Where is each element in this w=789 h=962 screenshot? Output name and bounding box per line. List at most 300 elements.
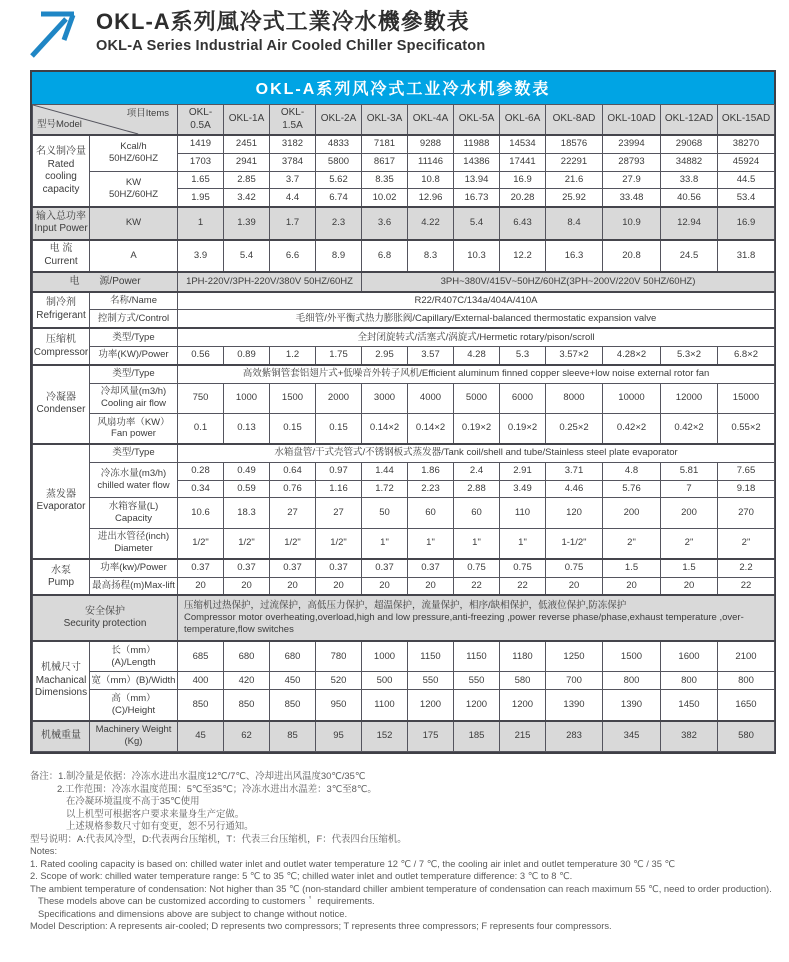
spec-value: 4.28×2 [603,347,661,365]
spec-value: 1390 [603,690,661,721]
spec-value: 16.3 [546,240,603,273]
row-item-label: 名称/Name [90,292,178,310]
spec-merged-value: 毛细管/外平衡式热力膨胀阀/Capillary/External-balanced thermostatic expansion valve [178,310,775,328]
spec-value: 0.37 [270,559,316,577]
note-line: The ambient temperature of condensation: Not higher than 35 ℃ (non-standard chiller ambient temperature of condensation can reach maximum 55 ℃, need to order production). [30,882,772,894]
spec-value: 520 [316,672,362,690]
row-item-label: 进出水管径(inch) Diameter [90,528,178,559]
spec-value: 1200 [500,690,546,721]
spec-value: 10.9 [603,207,661,240]
spec-value: 40.56 [661,189,718,207]
column-header-model: OKL-3A [362,105,408,136]
spec-value: 5.76 [603,480,661,498]
spec-value: 10.6 [178,498,224,528]
spec-value: 8000 [546,383,603,413]
spec-value: 53.4 [718,189,775,207]
spec-value: 2.4 [454,462,500,480]
row-group-label: 水泵 Pump [33,559,90,596]
note-line: 2. Scope of work: chilled water temperature range: 5 ℃ to 35 ℃; chilled water inlet and outlet temperature difference: 3 ℃ to 8 ℃. [30,870,573,881]
column-header-model: OKL-8AD [546,105,603,136]
spec-value: 0.19×2 [454,413,500,444]
row-group-label: 输入总功率 Input Power [33,207,90,240]
spec-value: 25.92 [546,189,603,207]
spec-value: 18.3 [224,498,270,528]
spec-value: 4833 [316,135,362,153]
spec-value: 50 [362,498,408,528]
row-group-label: 安全保护 Security protection [33,595,178,641]
spec-value: 24.5 [661,240,718,273]
spec-span-value: 3PH~380V/415V~50HZ/60HZ(3PH~200V/220V 50HZ/60HZ) [362,272,775,291]
spec-merged-value: 水箱盘管/干式壳管式/不锈钢板式蒸发器/Tank coil/shell and tube/Stainless steel plate evaporator [178,444,775,462]
spec-value: 20 [408,577,454,595]
row-group-label: 蒸发器 Evaporator [33,444,90,559]
spec-value: 10.3 [454,240,500,273]
spec-value: 6.43 [500,207,546,240]
spec-value: 700 [546,672,603,690]
spec-value: 10.8 [408,171,454,189]
spec-value: 680 [224,641,270,672]
spec-value: 8617 [362,153,408,171]
spec-value: 1.2 [270,347,316,365]
spec-value: 3.57×2 [546,347,603,365]
spec-value: 5.81 [661,462,718,480]
spec-value: 1" [408,528,454,559]
spec-value: 6.8 [362,240,408,273]
spec-value: 27 [270,498,316,528]
spec-value: 16.9 [500,171,546,189]
spec-value: 0.37 [316,559,362,577]
spec-value: 0.55×2 [718,413,775,444]
spec-value: 5.4 [224,240,270,273]
spec-value: 3000 [362,383,408,413]
note-line: 以上机型可根据客户要求来量身生产定做。 [66,807,245,819]
spec-value: 550 [454,672,500,690]
spec-value: 12000 [661,383,718,413]
spec-value: 6000 [500,383,546,413]
note-line: Specifications and dimensions above are subject to change without notice. [38,907,348,919]
spec-value: 10000 [603,383,661,413]
spec-value: 0.37 [408,559,454,577]
spec-value: 1.65 [178,171,224,189]
spec-value: 16.73 [454,189,500,207]
spec-span-value: 1PH-220V/3PH-220V/380V 50HZ/60HZ [178,272,362,291]
title-block [96,8,485,54]
spec-value: 4.8 [603,462,661,480]
spec-value: 8.3 [408,240,454,273]
spec-value: 22 [500,577,546,595]
spec-value: 0.19×2 [500,413,546,444]
spec-value: 20 [224,577,270,595]
spec-value: 12.2 [500,240,546,273]
spec-value: 580 [500,672,546,690]
row-item-label: A [90,240,178,273]
table-banner: OKL-A系列风冷式工业冷水机参数表 [32,72,774,104]
spec-value: 1390 [546,690,603,721]
spec-value: 1100 [362,690,408,721]
spec-value: 1" [454,528,500,559]
corner-header [33,105,178,136]
row-item-label: 功率(kw)/Power [90,559,178,577]
spec-value: 1150 [454,641,500,672]
spec-value: 270 [718,498,775,528]
spec-value: 800 [603,672,661,690]
spec-value: 1.5 [603,559,661,577]
spec-value: 20 [316,577,362,595]
spec-value: 0.25×2 [546,413,603,444]
spec-value: 1 [178,207,224,240]
spec-value: 2.3 [316,207,362,240]
spec-value: 1" [500,528,546,559]
note-line: Notes: [30,845,58,856]
spec-value: 4.46 [546,480,603,498]
note-line: 上述规格参数尺寸如有变更，恕不另行通知。 [66,820,254,831]
spec-value: 17441 [500,153,546,171]
spec-value: 400 [178,672,224,690]
spec-value: 0.14×2 [362,413,408,444]
spec-value: 12.94 [661,207,718,240]
spec-value: 1200 [454,690,500,721]
spec-value: 5.62 [316,171,362,189]
spec-value: 31.8 [718,240,775,273]
spec-value: 5.4 [454,207,500,240]
spec-value: 38270 [718,135,775,153]
spec-value: 0.1 [178,413,224,444]
spec-value: 1.75 [316,347,362,365]
row-item-label: 长（mm）(A)/Length [90,641,178,672]
row-item-label: KW 50HZ/60HZ [90,171,178,207]
note-line: 2.工作范围：冷冻水温度范围：5℃至35℃；冷冻水进出水温差：3℃至8℃。 [57,782,377,794]
column-header-model: OKL-6A [500,105,546,136]
spec-value: 16.9 [718,207,775,240]
spec-value: 20 [178,577,224,595]
spec-value: 120 [546,498,603,528]
row-item-label: 冷冻水量(m3/h) chilled water flow [90,462,178,498]
spec-value: 20.8 [603,240,661,273]
spec-value: 1450 [661,690,718,721]
spec-value: 9288 [408,135,454,153]
spec-value: 20 [270,577,316,595]
spec-value: 60 [408,498,454,528]
spec-value: 4.28 [454,347,500,365]
arrow-logo-icon [24,10,84,60]
spec-value: 1.16 [316,480,362,498]
spec-value: 3182 [270,135,316,153]
spec-value: 18576 [546,135,603,153]
row-item-label: 高（mm）(C)/Height [90,690,178,721]
spec-value: 2.2 [718,559,775,577]
spec-value: 1" [362,528,408,559]
spec-value: 8.9 [316,240,362,273]
spec-value: 1/2" [224,528,270,559]
spec-value: 1703 [178,153,224,171]
spec-value: 5000 [454,383,500,413]
spec-value: 550 [408,672,454,690]
spec-value: 7181 [362,135,408,153]
column-header-model: OKL-5A [454,105,500,136]
column-header-model: OKL-12AD [661,105,718,136]
column-header-model: OKL-0.5A [178,105,224,136]
page-header [0,0,789,60]
spec-value: 0.56 [178,347,224,365]
spec-value: 20.28 [500,189,546,207]
spec-value: 1-1/2" [546,528,603,559]
spec-value: 0.37 [362,559,408,577]
row-group-label: 制冷剂 Refrigerant [33,292,90,329]
spec-value: 95 [316,721,362,752]
spec-value: 850 [178,690,224,721]
column-header-model: OKL-4A [408,105,454,136]
spec-value: 800 [718,672,775,690]
column-header-model: OKL-15AD [718,105,775,136]
spec-value: 215 [500,721,546,752]
spec-value: 1.95 [178,189,224,207]
spec-value: 110 [500,498,546,528]
spec-value: 152 [362,721,408,752]
spec-value: 0.42×2 [661,413,718,444]
spec-merged-value: 高效紫铜管套铝翅片式+低噪音外转子风机/Efficient aluminum finned copper sleeve+low noise external rotor fan [178,365,775,383]
row-group-label: 电 源/Power [33,272,178,291]
spec-value: 0.42×2 [603,413,661,444]
row-item-label: Kcal/h 50HZ/60HZ [90,135,178,171]
spec-value: 1419 [178,135,224,153]
spec-value: 14386 [454,153,500,171]
spec-value: 0.15 [316,413,362,444]
row-item-label: 功率(KW)/Power [90,347,178,365]
spec-value: 1.5 [661,559,718,577]
spec-value: 2.88 [454,480,500,498]
spec-value: 500 [362,672,408,690]
spec-value: 0.15 [270,413,316,444]
spec-value: 780 [316,641,362,672]
spec-value: 11146 [408,153,454,171]
spec-value: 2" [603,528,661,559]
row-item-label: 类型/Type [90,444,178,462]
spec-value: 0.14×2 [408,413,454,444]
spec-value: 22 [718,577,775,595]
spec-value: 0.97 [316,462,362,480]
spec-value: 1200 [408,690,454,721]
corner-items-label: 项目Items [126,108,169,119]
spec-value: 800 [661,672,718,690]
row-item-label: 冷却风量(m3/h) Cooling air flow [90,383,178,413]
spec-value: 950 [316,690,362,721]
spec-value: 5.3×2 [661,347,718,365]
note-line: Model Description: A represents air-cooled; D represents two compressors; T represents three compressors; F represents four compressors. [30,920,612,931]
spec-value: 10.02 [362,189,408,207]
note-line: 型号说明：A:代表风冷型，D:代表两台压缩机，T：代表三台压缩机，F：代表四台压缩机。 [30,832,407,844]
spec-value: 62 [224,721,270,752]
spec-value: 1.44 [362,462,408,480]
spec-value: 3.42 [224,189,270,207]
spec-value: 6.6 [270,240,316,273]
page-subtitle: OKL-A Series Industrial Air Cooled Chiller Specificaton [96,37,486,54]
spec-value: 1/2" [270,528,316,559]
spec-value: 2.23 [408,480,454,498]
spec-value: 21.6 [546,171,603,189]
spec-value: 2.95 [362,347,408,365]
spec-value: 1.86 [408,462,454,480]
spec-value: 1250 [546,641,603,672]
spec-value: 1/2" [178,528,224,559]
spec-value: 27 [316,498,362,528]
spec-value: 3.71 [546,462,603,480]
row-group-label: 冷凝器 Condenser [33,365,90,444]
row-item-label: 控制方式/Control [90,310,178,328]
spec-value: 20 [603,577,661,595]
spec-value: 1.72 [362,480,408,498]
spec-value: 60 [454,498,500,528]
spec-value: 283 [546,721,603,752]
column-header-model: OKL-10AD [603,105,661,136]
spec-table [32,104,775,752]
note-line: 在冷凝环境温度不高于35℃使用 [66,795,200,806]
spec-value: 850 [270,690,316,721]
spec-value: 0.75 [546,559,603,577]
spec-value: 1000 [224,383,270,413]
page-title: OKL-A系列風冷式工業冷水機參數表 [96,9,470,34]
spec-value: 4.22 [408,207,454,240]
spec-value: 3784 [270,153,316,171]
spec-value: 1500 [603,641,661,672]
spec-value: 0.75 [500,559,546,577]
spec-value: 685 [178,641,224,672]
notes-section [30,770,779,933]
row-item-label: KW [90,207,178,240]
note-line: 1. Rated cooling capacity is based on: chilled water inlet and outlet water temperature 12 ℃ / 7 ℃, the cooling air inlet and outlet temperature 30 ℃ / 35 ℃ [30,857,676,869]
spec-value: 2451 [224,135,270,153]
spec-value: 6.74 [316,189,362,207]
spec-value: 3.6 [362,207,408,240]
spec-value: 5800 [316,153,362,171]
spec-value: 0.64 [270,462,316,480]
spec-value: 1180 [500,641,546,672]
spec-value: 4000 [408,383,454,413]
spec-value: 8.4 [546,207,603,240]
spec-table-frame [30,70,776,754]
spec-value: 13.94 [454,171,500,189]
spec-value: 85 [270,721,316,752]
spec-value: 8.35 [362,171,408,189]
spec-value: 4.4 [270,189,316,207]
spec-value: 20 [661,577,718,595]
spec-value: 1000 [362,641,408,672]
spec-value: 1600 [661,641,718,672]
spec-value: 29068 [661,135,718,153]
spec-value: 7 [661,480,718,498]
spec-value: 6.8×2 [718,347,775,365]
row-item-label: 最高扬程(m)Max-lift [90,577,178,595]
spec-value: 2941 [224,153,270,171]
spec-value: 0.89 [224,347,270,365]
spec-value: 185 [454,721,500,752]
spec-value: 2" [718,528,775,559]
row-item-label: 水箱容量(L) Capacity [90,498,178,528]
spec-value: 0.34 [178,480,224,498]
spec-merged-text: 压缩机过热保护，过流保护，高低压力保护，超温保护，流量保护，相序/缺相保护，低液位保护,防冻保护 Compressor motor overheating,overload,high and low pressure,anti-freezing ,power reverse phase/phase,exhaust temperature ,over-temperature,flow switches [178,595,775,641]
spec-value: 5.3 [500,347,546,365]
row-item-label: 类型/Type [90,365,178,383]
spec-value: 0.76 [270,480,316,498]
row-item-label: 风扇功率（KW） Fan power [90,413,178,444]
row-item-label: Machinery Weight (Kg) [90,721,178,752]
spec-value: 44.5 [718,171,775,189]
spec-value: 175 [408,721,454,752]
spec-value: 22 [454,577,500,595]
spec-value: 12.96 [408,189,454,207]
spec-value: 200 [603,498,661,528]
spec-value: 580 [718,721,775,752]
spec-value: 200 [661,498,718,528]
spec-value: 27.9 [603,171,661,189]
column-header-model: OKL-2A [316,105,362,136]
row-group-label: 电 流 Current [33,240,90,273]
spec-value: 3.57 [408,347,454,365]
spec-value: 3.49 [500,480,546,498]
spec-value: 20 [546,577,603,595]
note-line: 备注：1.制冷量是依据：冷冻水进出水温度12℃/7℃、冷却进出风温度30℃/35℃ [30,770,366,781]
spec-value: 0.49 [224,462,270,480]
spec-value: 1.7 [270,207,316,240]
row-group-label: 压缩机 Compressor [33,328,90,365]
spec-value: 23994 [603,135,661,153]
row-group-label: 机械重量 [33,721,90,752]
spec-value: 850 [224,690,270,721]
spec-value: 0.28 [178,462,224,480]
spec-value: 3.7 [270,171,316,189]
row-item-label: 类型/Type [90,328,178,346]
spec-value: 450 [270,672,316,690]
spec-value: 20 [362,577,408,595]
spec-value: 0.75 [454,559,500,577]
spec-merged-value: R22/R407C/134a/404A/410A [178,292,775,310]
spec-value: 420 [224,672,270,690]
row-group-label: 名义制冷量 Rated cooling capacity [33,135,90,207]
note-line: These models above can be customized according to customers＇ requirements. [38,895,375,906]
spec-merged-value: 全封闭旋转式/活塞式/涡旋式/Hermetic rotary/pison/scroll [178,328,775,346]
spec-value: 11988 [454,135,500,153]
spec-value: 750 [178,383,224,413]
corner-model-label: 型号Model [37,119,82,131]
spec-value: 0.13 [224,413,270,444]
spec-value: 34882 [661,153,718,171]
spec-value: 345 [603,721,661,752]
spec-value: 0.37 [178,559,224,577]
spec-value: 22291 [546,153,603,171]
spec-value: 33.8 [661,171,718,189]
row-item-label: 宽（mm）(B)/Width [90,672,178,690]
spec-value: 1150 [408,641,454,672]
spec-value: 45924 [718,153,775,171]
spec-value: 2" [661,528,718,559]
spec-value: 2.85 [224,171,270,189]
spec-value: 3.9 [178,240,224,273]
spec-value: 45 [178,721,224,752]
spec-value: 1/2" [316,528,362,559]
spec-value: 15000 [718,383,775,413]
spec-value: 7.65 [718,462,775,480]
spec-value: 1.39 [224,207,270,240]
column-header-model: OKL-1.5A [270,105,316,136]
row-group-label: 机械尺寸 Machanical Dimensions [33,641,90,720]
spec-value: 28793 [603,153,661,171]
column-header-model: OKL-1A [224,105,270,136]
spec-value: 14534 [500,135,546,153]
spec-value: 2000 [316,383,362,413]
spec-value: 0.59 [224,480,270,498]
spec-value: 0.37 [224,559,270,577]
spec-value: 1500 [270,383,316,413]
spec-value: 2100 [718,641,775,672]
